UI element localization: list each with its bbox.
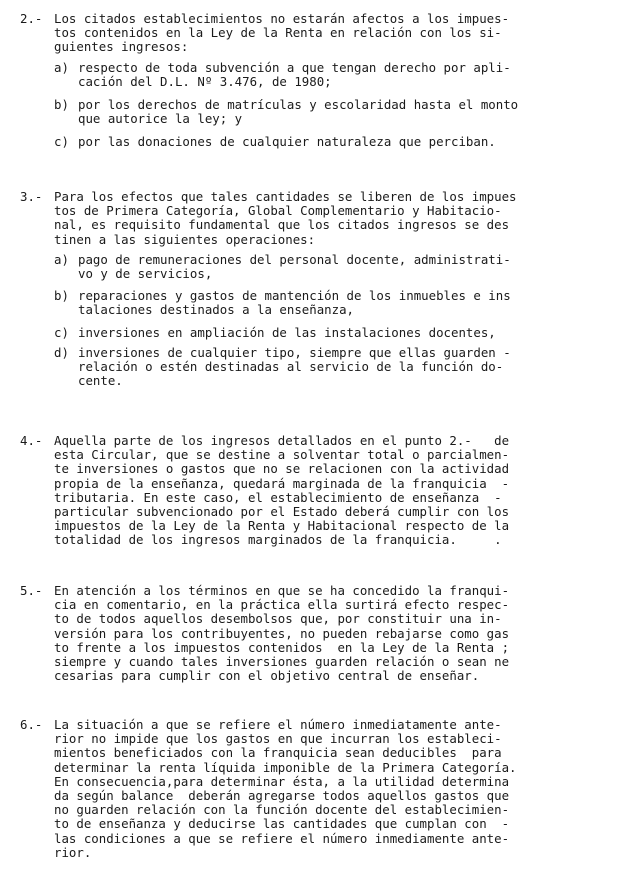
text-line: En atención a los términos en que se ha concedido la franqui- bbox=[54, 583, 510, 598]
sub-item-c bbox=[54, 135, 620, 149]
text-line: inversiones en ampliación de las instalaciones docentes, bbox=[78, 324, 496, 340]
text-line: nal, es requisito fundamental que los citados ingresos se des bbox=[54, 217, 510, 233]
text-line: tos contenidos en la Ley de la Renta en relación con los si- bbox=[54, 25, 502, 41]
text-line: versión para los contribuyentes, no pueden rebajarse como gas bbox=[54, 625, 510, 641]
text-line: reparaciones y gastos de mantención de los inmuebles e ins bbox=[78, 288, 511, 304]
sub-item-label: c) bbox=[54, 324, 69, 340]
text-line: to de enseñanza y deducirse las cantidades que cumplan con - bbox=[54, 816, 510, 832]
sub-item-label: b) bbox=[54, 97, 69, 113]
text-line: rior. bbox=[54, 844, 92, 860]
section-body bbox=[54, 12, 620, 150]
sub-item-label: b) bbox=[54, 288, 69, 304]
text-line: to de todos aquellos desembolsos que, por constituir una in- bbox=[54, 611, 502, 627]
section-3 bbox=[20, 190, 620, 388]
sub-item-a bbox=[54, 253, 620, 281]
text-line: talaciones destinados a la enseñanza, bbox=[78, 302, 355, 318]
sub-item-label: c) bbox=[54, 134, 69, 150]
text-line: totalidad de los ingresos marginados de la franquicia. . bbox=[54, 532, 502, 548]
text-line: no guarden relación con la función docente del establecimien- bbox=[54, 802, 510, 818]
section-number: 3.- bbox=[20, 189, 43, 204]
sub-item-a bbox=[54, 61, 620, 89]
section-6 bbox=[20, 718, 620, 860]
text-line: que autorice la ley; y bbox=[78, 111, 243, 127]
sub-item-c bbox=[54, 326, 620, 340]
text-line: propia de la enseñanza, quedará marginada de la franquicia - bbox=[54, 475, 510, 491]
sub-item-label: a) bbox=[54, 251, 69, 267]
text-line: cesarias para cumplir con el objetivo central de enseñar. bbox=[54, 668, 480, 684]
sub-item-label: d) bbox=[54, 344, 69, 360]
text-line: Los citados establecimientos no estarán afectos a los impues- bbox=[54, 11, 510, 26]
text-line: En consecuencia,para determinar ésta, a la utilidad determina bbox=[54, 773, 510, 789]
text-line: cente. bbox=[78, 373, 123, 389]
text-line: rior no impide que los gastos en que incurran los estableci- bbox=[54, 731, 502, 747]
section-4 bbox=[20, 434, 620, 548]
text-line: determinar la renta líquida imponible de la Primera Categoría. bbox=[54, 759, 517, 775]
text-line: siempre y cuando tales inversiones guarden relación o sean ne bbox=[54, 654, 510, 670]
section-number: 2.- bbox=[20, 11, 43, 26]
text-line: Para los efectos que tales cantidades se liberen de los impues bbox=[54, 189, 517, 204]
text-line: relación o estén destinadas al servicio de la función do- bbox=[78, 359, 504, 375]
section-number: 5.- bbox=[20, 583, 43, 598]
text-line: mientos beneficiados con la franquicia sean deducibles para bbox=[54, 745, 502, 761]
text-line: respecto de toda subvención a que tengan derecho por apli- bbox=[78, 59, 511, 75]
section-5 bbox=[20, 584, 620, 683]
text-line: impuestos de la Ley de la Renta y Habitacional respecto de la bbox=[54, 518, 510, 534]
text-line: te inversiones o gastos que no se relacionen con la actividad bbox=[54, 461, 510, 477]
text-line: pago de remuneraciones del personal docente, administrati- bbox=[78, 251, 511, 267]
sub-item-b bbox=[54, 289, 620, 317]
text-line: las condiciones a que se refiere el número inmediamente ante- bbox=[54, 830, 510, 846]
section-number: 6.- bbox=[20, 717, 43, 732]
text-line: Aquella parte de los ingresos detallados en el punto 2.- de bbox=[54, 433, 510, 448]
text-line: da según balance deberán agregarse todos aquellos gastos que bbox=[54, 788, 510, 804]
section-body bbox=[54, 434, 620, 548]
text-line: tinen a las siguientes operaciones: bbox=[54, 231, 316, 247]
text-line: tributaria. En este caso, el establecimiento de enseñanza - bbox=[54, 489, 502, 505]
sub-item-d bbox=[54, 346, 620, 389]
text-line: inversiones de cualquier tipo, siempre que ellas guarden - bbox=[78, 344, 511, 360]
text-line: La situación a que se refiere el número inmediatamente ante- bbox=[54, 717, 502, 732]
text-line: vo y de servicios, bbox=[78, 266, 213, 282]
section-number: 4.- bbox=[20, 433, 43, 448]
sub-item-label: a) bbox=[54, 59, 69, 75]
sub-item-b bbox=[54, 98, 620, 126]
section-body bbox=[54, 584, 620, 683]
text-line: guientes ingresos: bbox=[54, 39, 189, 55]
text-line: particular subvencionado por el Estado deberá cumplir con los bbox=[54, 504, 510, 520]
text-line: to frente a los impuestos contenidos en la Ley de la Renta ; bbox=[54, 639, 510, 655]
section-2 bbox=[20, 12, 620, 150]
text-line: cia en comentario, en la práctica ella surtirá efecto respec- bbox=[54, 597, 510, 613]
text-line: esta Circular, que se destine a solventar total o parcialmen- bbox=[54, 447, 510, 463]
section-body bbox=[54, 718, 620, 860]
text-line: cación del D.L. Nº 3.476, de 1980; bbox=[78, 73, 332, 89]
text-line: tos de Primera Categoría, Global Complementario y Habitacio- bbox=[54, 203, 502, 219]
section-body bbox=[54, 190, 620, 388]
text-line: por las donaciones de cualquier naturaleza que perciban. bbox=[78, 134, 496, 150]
text-line: por los derechos de matrículas y escolaridad hasta el monto bbox=[78, 97, 519, 113]
